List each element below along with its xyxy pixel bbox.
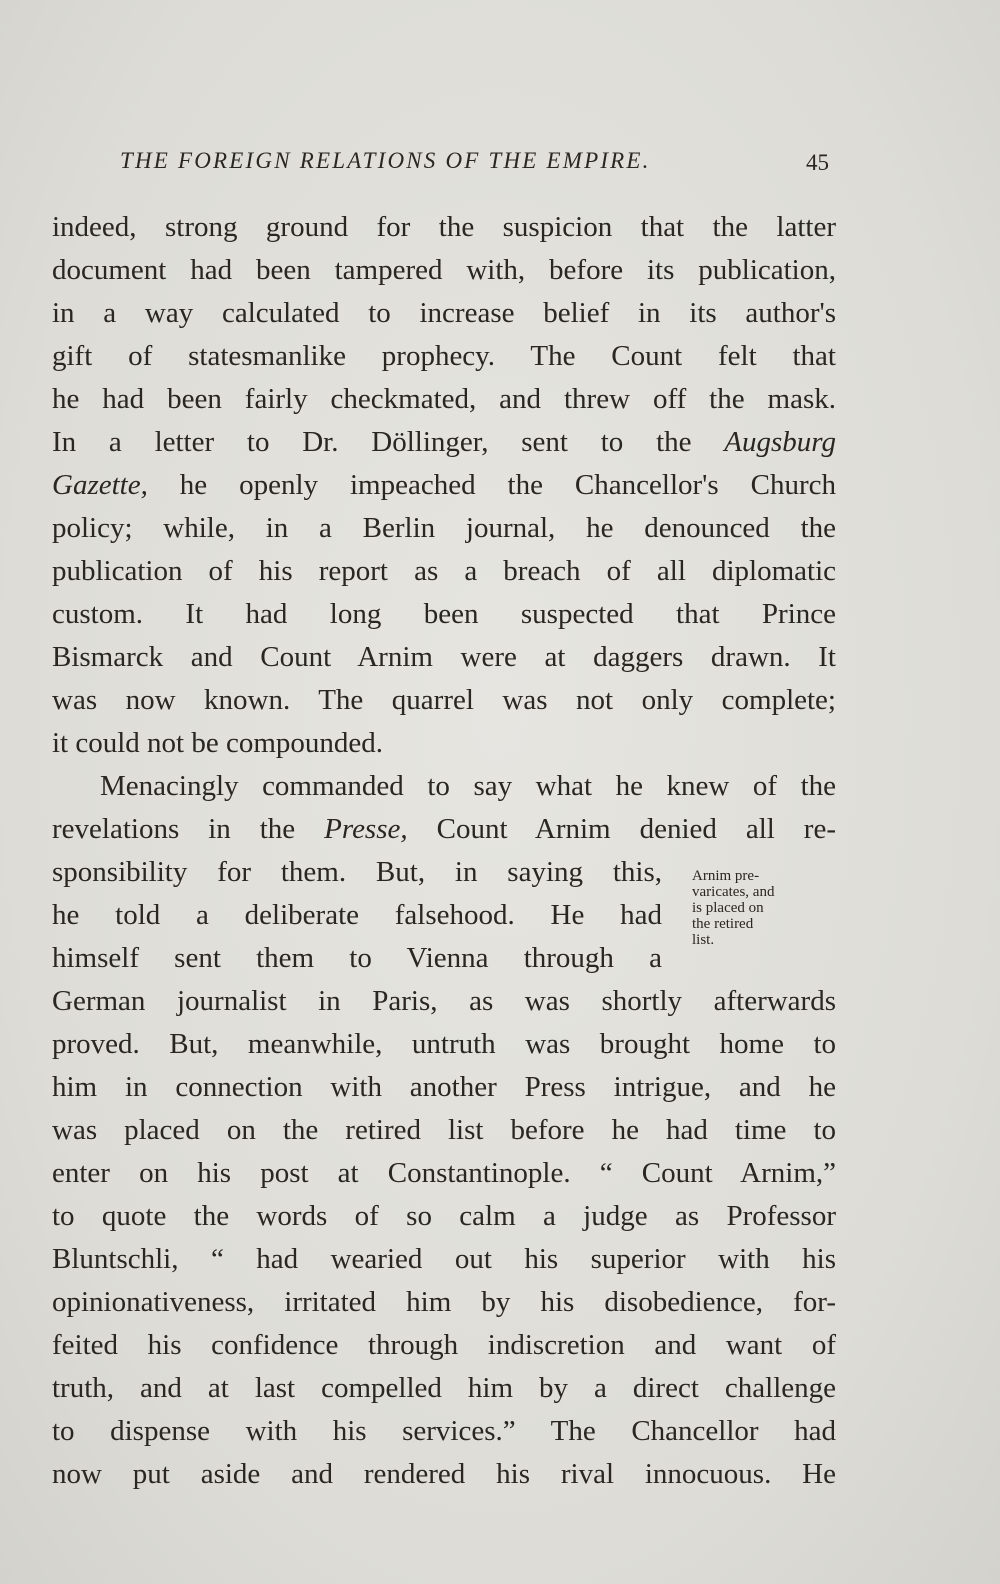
italic-run: Gazette, (52, 469, 148, 501)
text-line: feited his confidence through indiscretion and want of (52, 1329, 836, 1361)
text-line: gift of statesmanlike prophecy. The Count felt that (52, 340, 836, 372)
text-line: proved. But, meanwhile, untruth was brought home to (52, 1028, 836, 1060)
margin-note-line: varicates, and (692, 884, 775, 900)
text-line: sponsibility for them. But, in saying this, (52, 856, 662, 888)
text-line: himself sent them to Vienna through a (52, 942, 662, 974)
text-line: in a way calculated to increase belief in its author's (52, 297, 836, 329)
text-line: to quote the words of so calm a judge as Professor (52, 1200, 836, 1232)
text-line (52, 464, 836, 507)
text-run: revelations in the (52, 813, 325, 845)
margin-note-line: is placed on (692, 900, 764, 916)
text-line (52, 421, 836, 464)
margin-note (692, 868, 832, 948)
text-line: he told a deliberate falsehood. He had (52, 899, 662, 931)
italic-run: Presse, (324, 813, 408, 845)
text-run: In a letter to Dr. Döllinger, sent to the (52, 426, 725, 458)
text-line: now put aside and rendered his rival innocuous. He (52, 1458, 836, 1490)
text-line: was placed on the retired list before he had time to (52, 1114, 836, 1146)
text-line: Bluntschli, “ had wearied out his superior with his (52, 1243, 836, 1275)
text-line: Menacingly commanded to say what he knew of the (100, 770, 836, 802)
margin-note-line: the retired (692, 916, 754, 932)
body-text (52, 206, 836, 1496)
text-line: publication of his report as a breach of all diplomatic (52, 555, 836, 587)
text-line: opinionativeness, irritated him by his disobedience, for- (52, 1286, 836, 1318)
text-line: document had been tampered with, before its publication, (52, 254, 836, 286)
text-line: custom. It had long been suspected that Prince (52, 598, 836, 630)
text-line: to dispense with his services.” The Chancellor had (52, 1415, 836, 1447)
text-line: Bismarck and Count Arnim were at daggers drawn. It (52, 641, 836, 673)
text-line: he had been fairly checkmated, and threw off the mask. (52, 383, 836, 415)
text-line: him in connection with another Press intrigue, and he (52, 1071, 836, 1103)
margin-note-line: Arnim pre- (692, 868, 760, 884)
text-run: Count Arnim denied all re- (407, 813, 836, 845)
text-line: enter on his post at Constantinople. “ Count Arnim,” (52, 1157, 836, 1189)
text-run: he openly impeached the Chancellor's Church (147, 469, 836, 501)
text-line: indeed, strong ground for the suspicion that the latter (52, 211, 836, 243)
text-line: it could not be compounded. (52, 727, 384, 759)
text-line: policy; while, in a Berlin journal, he denounced the (52, 512, 836, 544)
page-number: 45 (806, 150, 829, 175)
text-line: truth, and at last compelled him by a direct challenge (52, 1372, 836, 1404)
text-line: German journalist in Paris, as was shortly afterwards (52, 985, 836, 1017)
text-line: was now known. The quarrel was not only complete; (52, 684, 836, 716)
italic-run: Augsburg (724, 426, 836, 458)
running-title: THE FOREIGN RELATIONS OF THE EMPIRE. (120, 148, 651, 173)
margin-note-line: list. (692, 932, 715, 948)
text-line (52, 808, 836, 851)
